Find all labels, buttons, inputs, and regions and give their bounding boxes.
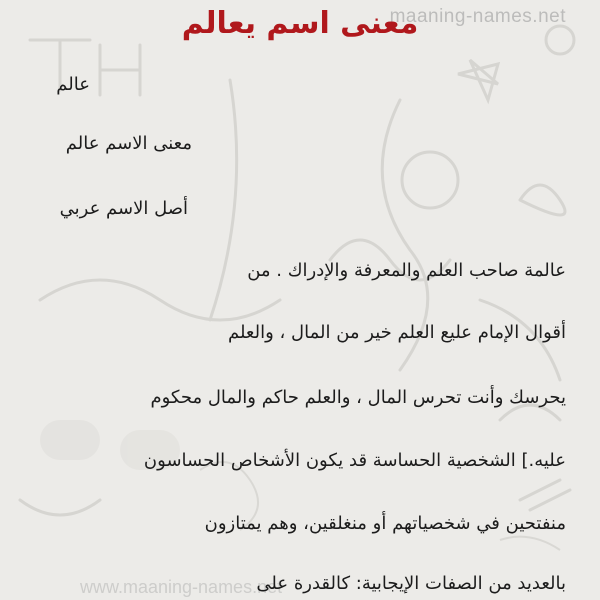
article-line: أقوال الإمام عليع العلم خير من المال ، والعلم: [227, 322, 566, 343]
page-title: معنى اسم يعالم: [181, 6, 419, 41]
article-line: عالم: [56, 74, 90, 95]
article-line: معنى الاسم عالم: [65, 133, 192, 154]
article-line: منفتحين في شخصياتهم أو منغلقين، وهم يمتازون: [204, 513, 566, 534]
article-line: يحرسك وأنت تحرس المال ، والعلم حاكم والمال محكوم: [150, 387, 566, 408]
article-body: [0, 60, 600, 600]
article-line: بالعديد من الصفات الإيجابية: كالقدرة على: [256, 573, 566, 594]
site-watermark: maaning-names.net: [389, 6, 566, 27]
article-line: أصل الاسم عربي: [59, 198, 188, 219]
site-watermark-bottom: www.maaning-names.net: [80, 577, 283, 597]
article-line: عليه.] الشخصية الحساسة قد يكون الأشخاص الحساسون: [143, 450, 566, 471]
article-line: عالمة صاحب العلم والمعرفة والإدراك . من: [247, 260, 566, 281]
